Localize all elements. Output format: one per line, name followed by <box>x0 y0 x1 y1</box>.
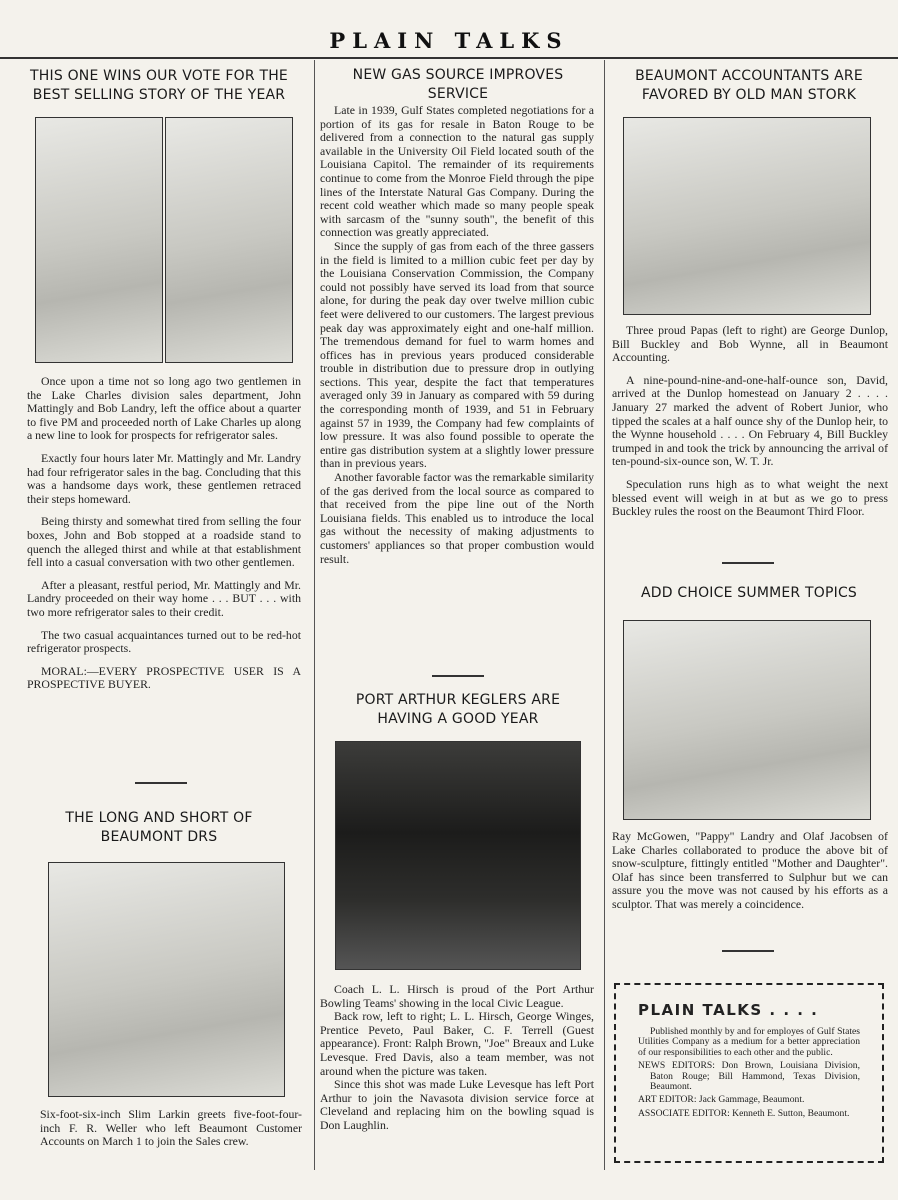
story-body <box>320 983 594 1133</box>
paragraph: Once upon a time not so long ago two gentlemen in the Lake Charles division sales department, John Mattingly and Bob Landry, left the office about a quarter to five PM and proceeded north of Lake Charles up along a new line to look for prospects for refrigerator sales. <box>27 374 301 443</box>
news-editors: NEWS EDITORS: Don Brown, Louisiana Division, Baton Rouge; Bill Hammond, Texas Division, Beaumont. <box>638 1060 860 1093</box>
paragraph: Exactly four hours later Mr. Mattingly and Mr. Landry had four refrigerator sales in the bag. Concluding that this was a handsome days work, these gentlemen retraced their steps homeward. <box>27 450 301 506</box>
art-editor: ART EDITOR: Jack Gammage, Beaumont. <box>638 1094 805 1106</box>
paragraph: Since this shot was made Luke Levesque has left Port Arthur to join the Navasota division service force at Cleveland and replacing him on the bowling squad is Don Laughlin. <box>320 1077 594 1132</box>
paragraph: Another favorable factor was the remarkable similarity of the gas derived from the local source as compared to that received from the pipe line out of the North Louisiana fields. This enabled us to introduce the local gas without the necessity of making adjustments to customers' appliances so that proper combustion would result. <box>320 470 594 566</box>
photo-caption: Ray McGowen, "Pappy" Landry and Olaf Jacobsen of Lake Charles collaborated to produce the above bit of snow-sculpture, fittingly entitled "Mother and Daughter". Olaf has since been transferred to Sulphur but we can assure you the move was not caused by his efforts as a sculptor. That was merely a coincidence. <box>612 829 888 911</box>
handshake-photo <box>48 862 285 1097</box>
story-heading: THIS ONE WINS OUR VOTE FOR THE BEST SELLING STORY OF THE YEAR <box>30 68 288 103</box>
paragraph: Since the supply of gas from each of the three gassers in the field is limited to a million cubic feet per day by the Louisiana Conservation Commission, the Company could not possibly have served its load from that source alone, for during the peak day over twelve million cubic feet were delivered to our customers. The largest previous peak day was approximately eight and one-half million. The tremendous demand for fuel to warm homes and offices has in previous years produced considerable trouble in distribution due to pressure drop in outlying sections. This year, despite the fact that temperatures averaged only 39 in January as compared with 59 during the corresponding month of 1939, and 51 in February against 57 in 1939, the Company had few complaints of low pressure. It was also found possible to operate the entire gas distribution system at a slightly lower pressure than in previous years. <box>320 238 594 471</box>
paragraph: Being thirsty and somewhat tired from selling the four boxes, John and Bob stopped at a roadside stand to quench the alleged thirst and while at that establishment fell into a casual conversation with two other gentlemen. <box>27 514 301 570</box>
story-body <box>27 375 301 701</box>
photo-caption: Six-foot-six-inch Slim Larkin greets five-foot-four-inch F. R. Weller who left Beaumont Customer Accounts on March 1 to join the Sales crew. <box>40 1107 302 1149</box>
column-rule <box>604 60 605 1170</box>
bowling-team-photo <box>335 741 581 970</box>
cartoon-illustration <box>623 117 871 315</box>
paragraph: Late in 1939, Gulf States completed negotiations for a portion of its gas for resale in Baton Rouge to be delivered from a connection to the natural gas supply available in the University Oil Field located south of the Louisiana Capitol. The remainder of its requirements continue to come from the Monroe Field through the pipe lines of the Interstate Natural Gas Company. During the recent cold weather which made so many people speak with sarcasm of the "sunny south", the benefit of this connection was greatly appreciated. <box>320 103 594 240</box>
portrait-photo <box>35 117 163 363</box>
paragraph: The two casual acquaintances turned out to be red-hot refrigerator prospects. <box>27 627 301 656</box>
story-heading: NEW GAS SOURCE IMPROVES SERVICE <box>352 67 564 102</box>
paragraph: Coach L. L. Hirsch is proud of the Port Arthur Bowling Teams' showing in the local Civic League. <box>320 982 594 1010</box>
paragraph: Speculation runs high as to what weight the next blessed event will weigh in at but as we go to press Buckley rules the roost on the Beaumont Third Floor. <box>612 476 888 519</box>
divider <box>722 950 774 952</box>
box-intro: Published monthly by and for employes of Gulf States Utilities Company as a medium for a better appreciation of our responsibilities to each other and the public. <box>638 1026 860 1058</box>
column-rule <box>314 60 315 1170</box>
story-body <box>612 324 888 528</box>
masthead-box <box>614 983 884 1163</box>
story-heading: PORT ARTHUR KEGLERS ARE HAVING A GOOD YEAR <box>355 692 561 727</box>
associate-editor: ASSOCIATE EDITOR: Kenneth E. Sutton, Beaumont. <box>638 1107 850 1119</box>
paragraph: MORAL:—EVERY PROSPECTIVE USER IS A PROSPECTIVE BUYER. <box>27 663 301 692</box>
divider <box>432 675 484 677</box>
box-title: PLAIN TALKS . . . . <box>638 1001 819 1019</box>
divider <box>722 562 774 564</box>
story-heading: THE LONG AND SHORT OF BEAUMONT DRS <box>65 810 253 845</box>
story-heading: BEAUMONT ACCOUNTANTS ARE FAVORED BY OLD MAN STORK <box>635 68 863 103</box>
paragraph: Three proud Papas (left to right) are George Dunlop, Bill Buckley and Bob Wynne, all in Beaumont Accounting. <box>612 323 888 365</box>
story-body <box>320 104 594 566</box>
divider <box>135 782 187 784</box>
paragraph: After a pleasant, restful period, Mr. Mattingly and Mr. Landry proceeded on their way home . . . BUT . . . with two more refrigerator sales to their credit. <box>27 577 301 619</box>
masthead-rule <box>0 57 898 59</box>
paragraph: Back row, left to right; L. L. Hirsch, George Winges, Prentice Peveto, Paul Baker, C. F. Terrell (Guest appearance). Front: Ralph Brown, "Joe" Breaux and Luke Levesque. Fred Davis, also a team member, was not around when the picture was taken. <box>320 1009 594 1078</box>
portrait-photo <box>165 117 293 363</box>
masthead: PLAIN TALKS <box>329 28 569 53</box>
story-heading: ADD CHOICE SUMMER TOPICS <box>640 585 858 601</box>
snow-sculpture-photo <box>623 620 871 820</box>
paragraph: A nine-pound-nine-and-one-half-ounce son, David, arrived at the Dunlop homestead on January 2 . . . . January 27 marked the advent of Robert Junior, who tipped the scales at a half ounce shy of the Dunlop heir, to the Wynne household . . . . On February 4, Bill Buckley trumped in and took the trick by announcing the arrival of ten-pound-six-ounce son, W. T. Jr. <box>612 372 888 469</box>
